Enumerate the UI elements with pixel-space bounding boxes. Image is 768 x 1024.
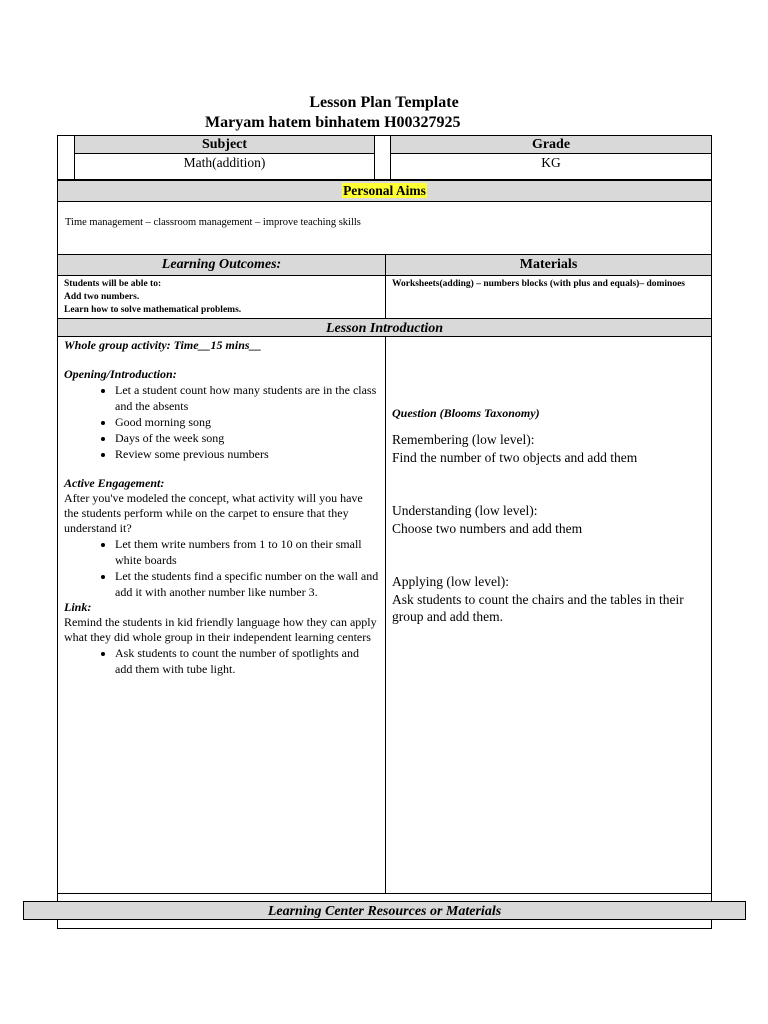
spacer-cell-mid [374, 135, 391, 180]
grade-header: Grade [390, 135, 712, 154]
list-item: • Review some previous numbers [115, 446, 379, 462]
engagement-list [64, 536, 379, 600]
opening-label: Opening/Introduction: [64, 367, 177, 381]
learning-outcomes-cell [57, 275, 386, 319]
opening-list [64, 382, 379, 462]
grade-value: KG [541, 155, 561, 170]
spacer-cell-left [57, 135, 75, 180]
list-item: • Let a student count how many students are in the class and the absents [115, 382, 379, 414]
remembering-text: Find the number of two objects and add them [392, 449, 638, 465]
subject-header: Subject [74, 135, 375, 154]
learning-outcomes-header: Learning Outcomes: [57, 254, 386, 276]
lesson-activities-cell [57, 336, 386, 894]
list-item: • Good morning song [115, 414, 379, 430]
lesson-introduction-header: Lesson Introduction [57, 318, 712, 337]
outcomes-line: Add two numbers. [64, 292, 140, 302]
whole-group-activity: Whole group activity: Time__15 mins__ [64, 338, 262, 352]
learning-center-header: Learning Center Resources or Materials [23, 901, 746, 920]
applying-text: Ask students to count the chairs and the tables in their group and add them. [392, 591, 684, 624]
applying-label: Applying (low level): [392, 574, 509, 589]
subject-value-cell [74, 153, 375, 180]
list-item: • Ask students to count the number of spotlights and add them with tube light. [115, 645, 379, 677]
author-line: Maryam hatem binhatem H00327925 [205, 114, 461, 131]
list-item: • Let them write numbers from 1 to 10 on their small white boards [115, 536, 379, 568]
questions-cell [385, 336, 712, 894]
subject-value: Math(addition) [183, 155, 266, 170]
outcomes-line: Learn how to solve mathematical problems. [64, 305, 242, 315]
link-list [64, 645, 379, 677]
materials-text: Worksheets(adding) – numbers blocks (with plus and equals)– dominoes [392, 279, 685, 289]
engagement-text: After you've modeled the concept, what activity will you have the students perform while on the carpet to ensure that they understand it? [64, 491, 363, 535]
page-title: Lesson Plan Template [309, 94, 459, 111]
list-item: • Days of the week song [115, 430, 379, 446]
understanding-text: Choose two numbers and add them [392, 520, 583, 536]
engagement-label: Active Engagement: [64, 476, 165, 490]
materials-header: Materials [385, 254, 712, 276]
outcomes-line: Students will be able to: [64, 279, 162, 289]
materials-cell [385, 275, 712, 319]
understanding-label: Understanding (low level): [392, 503, 538, 518]
personal-aims-label: Personal Aims [343, 183, 426, 198]
remembering-label: Remembering (low level): [392, 432, 535, 447]
personal-aims-header [57, 180, 712, 202]
questions-label: Question (Blooms Taxonomy) [392, 406, 540, 420]
personal-aims-cell [57, 201, 712, 255]
grade-value-cell [390, 153, 712, 180]
personal-aims-text: Time management – classroom management – improve teaching skills [65, 217, 361, 228]
list-item: • Let the students find a specific number on the wall and add it with another number like number 3. [115, 568, 379, 600]
link-text: Remind the students in kid friendly language how they can apply what they did whole group in their independent learning centers [64, 615, 377, 644]
link-label: Link: [64, 600, 92, 614]
